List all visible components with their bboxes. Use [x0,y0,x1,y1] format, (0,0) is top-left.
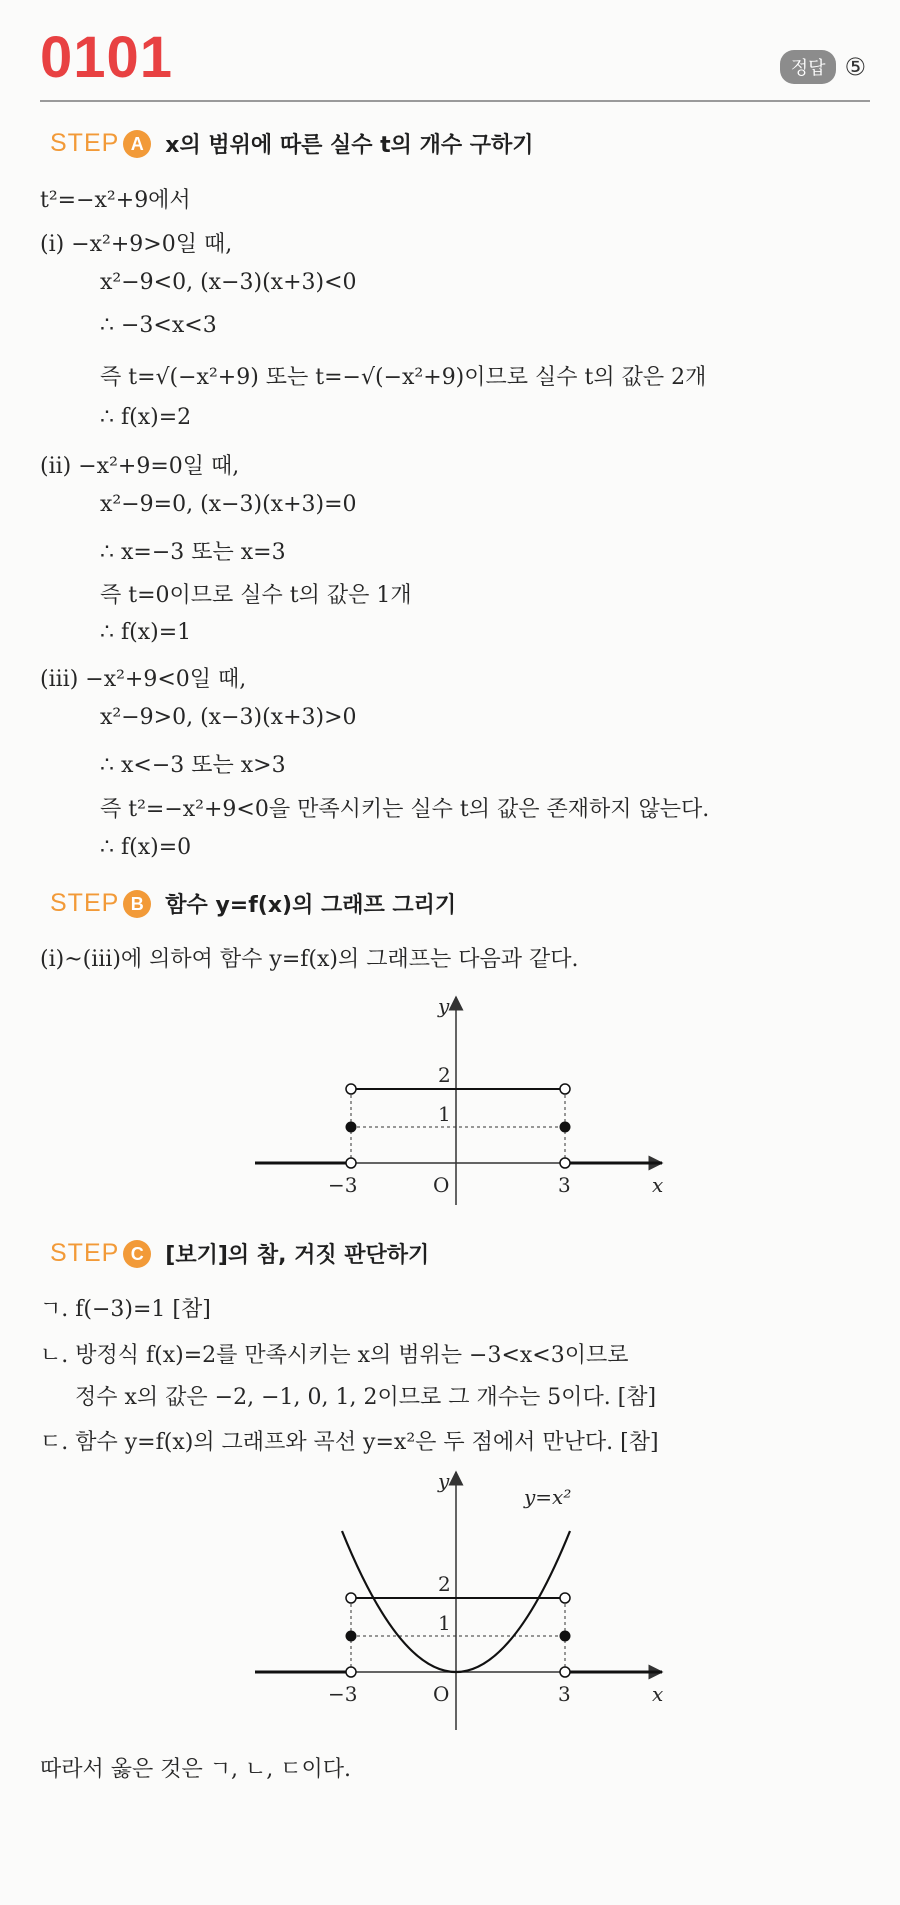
step-c-title: [보기]의 참, 거짓 판단하기 [165,1243,430,1268]
step-b-letter: B [123,890,151,918]
step-c-word: STEP [50,1239,120,1267]
step-a-line: 즉 t=0이므로 실수 t의 값은 1개 [100,583,412,608]
step-a-line: x²−9>0, (x−3)(x+3)>0 [100,705,357,730]
step-b-title: 함수 y=f(x)의 그래프 그리기 [165,893,457,918]
step-a-heading [50,128,534,159]
tick-label-2: 2 [438,1063,451,1087]
step-a-word: STEP [50,129,120,157]
open-point [560,1084,570,1094]
open-point [560,1593,570,1603]
step-b-word: STEP [50,889,120,917]
problem-number: 0101 [40,25,174,90]
tick-label-neg3: −3 [328,1682,358,1706]
step-a-line: ∴ x<−3 또는 x>3 [100,753,286,778]
step-c-letter: C [123,1240,151,1268]
step-c-heading [50,1238,429,1269]
step-a-title: x의 범위에 따른 실수 t의 개수 구하기 [165,133,534,158]
page-header [40,25,870,102]
step-a-line: t²=−x²+9에서 [40,188,191,213]
tick-label-3: 3 [558,1173,571,1197]
step-b-line: (ⅰ)~(ⅲ)에 의하여 함수 y=f(x)의 그래프는 다음과 같다. [40,947,579,972]
tick-label-3: 3 [558,1682,571,1706]
step-a-line: x²−9=0, (x−3)(x+3)=0 [100,492,357,517]
tick-label-1: 1 [438,1102,451,1126]
conclusion: 따라서 옳은 것은 ㄱ, ㄴ, ㄷ이다. [40,1757,351,1782]
step-a-line: ∴ x=−3 또는 x=3 [100,540,286,565]
origin-label: O [433,1682,450,1706]
step-a-line: ∴ f(x)=2 [100,405,192,430]
step-a-line: x²−9<0, (x−3)(x+3)<0 [100,270,357,295]
x-axis-label: x [652,1682,664,1706]
step-a-line: ∴ f(x)=0 [100,835,192,860]
graph-fx-with-parabola [240,1458,680,1733]
closed-point [560,1631,571,1642]
step-a-line: 즉 t=√(−x²+9) 또는 t=−√(−x²+9)이므로 실수 t의 값은 2개 [100,365,707,390]
item-giyeok: ㄱ. f(−3)=1 [참] [40,1297,211,1322]
case-3-heading: (ⅲ) −x²+9<0일 때, [40,667,247,692]
item-nieun: ㄴ. 방정식 f(x)=2를 만족시키는 x의 범위는 −3<x<3이므로 [40,1343,629,1368]
open-point [346,1084,356,1094]
tick-label-neg3: −3 [328,1173,358,1197]
open-point [346,1158,356,1168]
tick-label-2: 2 [438,1572,451,1596]
step-a-line: ∴ −3<x<3 [100,313,217,338]
y-axis-label: y [438,994,450,1018]
item-nieun-cont: 정수 x의 값은 −2, −1, 0, 1, 2이므로 그 개수는 5이다. [참] [75,1385,657,1410]
step-b-heading [50,888,456,919]
item-digeut: ㄷ. 함수 y=f(x)의 그래프와 곡선 y=x²은 두 점에서 만난다. [참] [40,1430,659,1455]
tick-label-1: 1 [438,1611,451,1635]
answer-value: ⑤ [844,53,866,81]
closed-point [346,1631,357,1642]
answer-area [780,50,866,84]
case-1-heading: (ⅰ) −x²+9>0일 때, [40,232,233,257]
case-2-heading: (ⅱ) −x²+9=0일 때, [40,454,240,479]
step-a-letter: A [123,130,151,158]
x-axis-label: x [652,1173,664,1197]
step-a-line: 즉 t²=−x²+9<0을 만족시키는 실수 t의 값은 존재하지 않는다. [100,797,710,822]
parabola-label: y=x² [524,1485,572,1509]
graph-fx [240,985,680,1205]
closed-point [560,1122,571,1133]
open-point [560,1158,570,1168]
closed-point [346,1122,357,1133]
answer-badge: 정답 [780,50,837,84]
step-a-line: ∴ f(x)=1 [100,620,192,645]
origin-label: O [433,1173,450,1197]
open-point [560,1667,570,1677]
y-axis-label: y [438,1469,450,1493]
open-point [346,1593,356,1603]
open-point [346,1667,356,1677]
